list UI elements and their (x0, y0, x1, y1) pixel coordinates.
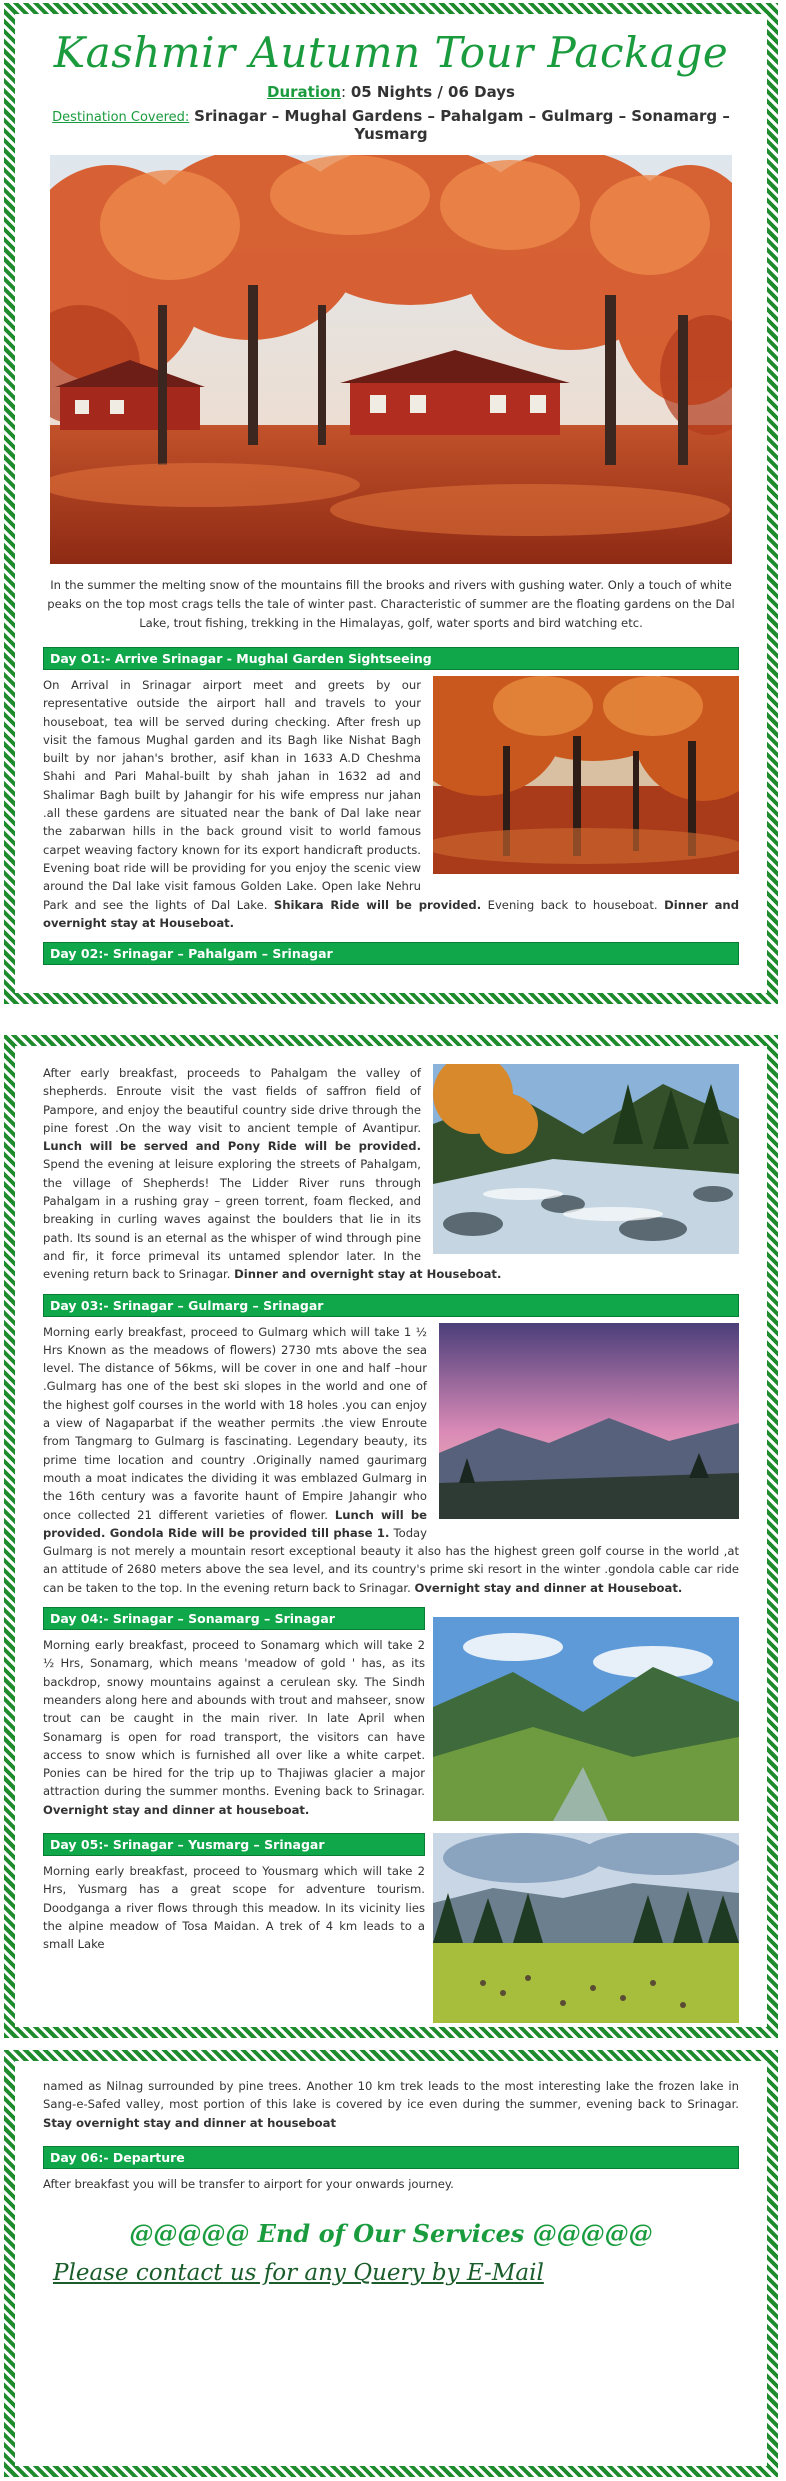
day-1-heading: Day O1:- Arrive Srinagar - Mughal Garden Sightseeing (43, 647, 739, 670)
page-3 (4, 2050, 778, 2477)
page-3-content (43, 2061, 739, 2466)
duration-label: Duration (267, 83, 341, 101)
day-6-heading: Day 06:- Departure (43, 2146, 739, 2169)
destination-label: Destination Covered: (52, 110, 190, 125)
day-3-text: Morning early breakfast, proceed to Gulmarg which will take 1 ½ Hrs Known as the meadows of flowers) 2730 mts above the sea level. The distance of 56kms, will be cover in one and half –hour .Gulmarg has one of the best ski slopes in the world and one of the highest golf courses in the world with 18 holes .you can enjoy a view of Nagaparbat if the weather permits .the view Enroute from Tangmarg to Gulmarg is fascinating. Legendary beauty, its prime time location and country .Originally named gaurimarg mouth a moat indicates the dividing it was emblazed Gulmarg in the 16th century was a favorite haunt of Empire Jahangir who once collected 21 different varieties of flower. Lunch will be provided. Gondola Ride will be provided till phase 1. Today Gulmarg is not merely a mountain resort exceptional beauty it also has the highest green golf course in the world ,at an attitude of 2680 meters above the sea level, and its country's prime ski resort in the winter .gondola cable car ride can be taken to the top. In the evening return back to Srinagar. Overnight stay and dinner at Houseboat. (43, 1324, 739, 1595)
day-6-text: After breakfast you will be transfer to airport for your onwards journey. (43, 2176, 454, 2191)
day-2-section (43, 1064, 739, 1284)
destination-line (43, 107, 739, 143)
destination-value: Srinagar – Mughal Gardens – Pahalgam – Gulmarg – Sonamarg – Yusmarg (194, 107, 730, 143)
day-4-text: Morning early breakfast, proceed to Sonamarg which will take 2 ½ Hrs, Sonamarg, which means 'meadow of gold ' has, as its backdrop, snowy mountains against a cerulean sky. The Sindh meanders along here and abounds with trout and mahseer, snow trout can be caught in the main river. In late April when Sonamarg is open for road transport, the visitors can have access to snow which is furnished all over like a white carpet. Ponies can be hired for the trip up to Thajiwas glacier a major attraction during the summer months. Evening back to Srinagar. Overnight stay and dinner at houseboat. (43, 1638, 425, 1817)
day-3-section (43, 1323, 739, 1597)
contact-line: Please contact us for any Query by E-Mail (53, 2260, 544, 2287)
duration-value: 05 Nights / 06 Days (350, 83, 515, 101)
day-5-continued-text: named as Nilnag surrounded by pine trees. Another 10 km trek leads to the most interesting lake the frozen lake in Sang-e-Safed valley, most portion of this lake is covered by ice even during the summer, evening back to Srinagar. Stay overnight stay and dinner at houseboat (43, 2079, 739, 2130)
end-of-services: @@@@@ End of Our Services @@@@@ (129, 2219, 653, 2249)
day-2-text: After early breakfast, proceeds to Pahalgam the valley of shepherds. Enroute visit the vast fields of saffron field of Pampore, and enjoy the beautiful country side drive through the pine forest .On the way visit to ancient temple of Avantipur. Lunch will be served and Pony Ride will be provided. Spend the evening at leisure exploring the streets of Pahalgam, the village of Shepherds! The Lidder River runs through Pahalgam in a rushing gray – green torrent, foam flecked, and breaking in curling waves against the boulders that lie in its path. Its sound is an eternal as the whisper of wind through pine and fir, it force primeval its untamed splendor later. In the evening return back to Srinagar. Dinner and overnight stay at Houseboat. (43, 1066, 502, 1282)
sonamarg-valley-image (433, 1617, 739, 1821)
page-title: Kashmir Autumn Tour Package (53, 28, 729, 77)
day-5-heading: Day 05:- Srinagar – Yusmarg – Srinagar (43, 1833, 425, 1856)
day-1-section (43, 676, 739, 932)
intro-paragraph: In the summer the melting snow of the mountains fill the brooks and rivers with gushing water. Only a touch of white peaks on the top most crags tells the tale of winter past. Characteristic of summer are the floating gardens on the Dal Lake, trout fishing, trekking in the Himalayas, golf, water sports and bird watching etc. (47, 578, 735, 630)
autumn-trees-hero-image (50, 155, 732, 564)
yusmarg-meadow-image (433, 1833, 739, 2023)
day-1-text: On Arrival in Srinagar airport meet and greets by our representative outside the airport hall and travels to your houseboat, tea will be served during checking. After fresh up visit the famous Mughal garden and its Bagh like Nishat Bagh built by nor jahan's brother, asif khan in 1633 A.D Cheshma Shahi and Pari Mahal-built by shah jahan in 1632 ad and Shalimar Bagh built by Jahangir for his wife empress nur jahan .all these gardens are situated near the bank of Dal lake near the zabarwan hills in the back ground visit to world famous carpet weaving factory known for its export handicraft products. Evening boat ride will be providing for you enjoy the scenic view around the Dal lake visit famous Golden Lake. Open lake Nehru Park and see the lights of Dal Lake. Shikara Ride will be provided. Evening back to houseboat. Dinner and overnight stay at Houseboat. (43, 678, 739, 930)
page-2 (4, 1035, 778, 2038)
days-4-5-block (43, 1607, 739, 1953)
days-4-5-text-column (43, 1607, 425, 1953)
page-1-content (43, 14, 739, 993)
day-3-heading: Day 03:- Srinagar – Gulmarg – Srinagar (43, 1294, 739, 1317)
day-5-text: Morning early breakfast, proceed to Yousmarg which will take 2 Hrs, Yusmarg has a great scope for adventure tourism. Doodganga a river flows through this meadow. In its vicinity lies the alpine meadow of Tosa Maidan. A trek of 4 km leads to a small Lake (43, 1863, 425, 1952)
day-4-heading: Day 04:- Srinagar – Sonamarg – Srinagar (43, 1607, 425, 1630)
page-1 (4, 3, 778, 1004)
days-4-5-images (433, 1617, 739, 2023)
day-2-heading: Day 02:- Srinagar – Pahalgam – Srinagar (43, 942, 739, 965)
page-2-content (43, 1046, 739, 2027)
duration-line: Duration: 05 Nights / 06 Days (267, 83, 515, 101)
pahalgam-river-image (433, 1064, 739, 1254)
autumn-park-image (433, 676, 739, 874)
gulmarg-sunset-image (439, 1323, 739, 1519)
